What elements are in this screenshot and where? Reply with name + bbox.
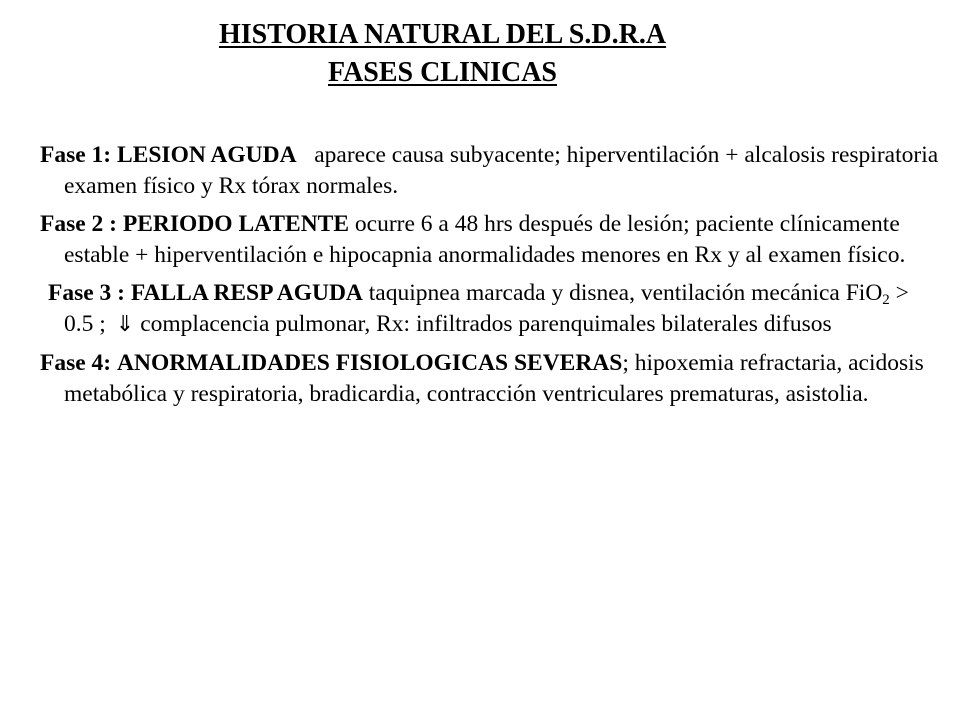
slide-title [0, 16, 885, 92]
phase-4 [40, 348, 940, 409]
phase-1-text: aparece causa subyacente; hiperventilación + alcalosis respiratoria examen físico y Rx tórax normales. [64, 142, 939, 199]
phase-1-label: Fase 1: [40, 142, 112, 168]
phase-4-label: Fase 4: [40, 350, 112, 376]
phase-2-heading: PERIODO LATENTE [122, 211, 350, 237]
phase-4-text: hipoxemia refractaria, acidosis metabólica y respiratoria, bradicardia, contracción ventriculares prematuras, asistolia. [64, 350, 924, 407]
phase-3 [40, 278, 940, 340]
phase-3-subscript: 2 [882, 292, 890, 308]
phase-2-text: ocurre 6 a 48 hrs después de lesión; paciente clínicamente estable + hiperventilación e hipocapnia anormalidades menores en Rx y al examen físico. [64, 211, 906, 268]
phase-3-label: Fase 3 : [48, 280, 126, 306]
down-double-arrow-icon: ⇓ [115, 311, 135, 337]
phase-3-text-a: taquipnea marcada y disnea, ventilación mecánica FiO [368, 280, 883, 306]
phase-4-heading-suffix: ; [622, 350, 629, 376]
phase-2-label: Fase 2 : [40, 211, 118, 237]
phase-1 [40, 140, 940, 201]
phase-1-heading: LESION AGUDA [117, 142, 297, 168]
phase-4-heading: ANORMALIDADES FISIOLOGICAS SEVERAS [117, 350, 623, 376]
title-line-1: HISTORIA NATURAL DEL S.D.R.A [218, 19, 667, 50]
phase-2 [40, 209, 940, 270]
phase-3-text-c: complacencia pulmonar, Rx: infiltrados parenquimales bilaterales difusos [140, 310, 832, 337]
title-line-2: FASES CLINICAS [328, 57, 557, 88]
phase-3-text-b: > 0.5 ; [64, 280, 909, 337]
phase-3-heading: FALLA RESP AGUDA [130, 280, 363, 306]
phases-list [40, 140, 940, 417]
